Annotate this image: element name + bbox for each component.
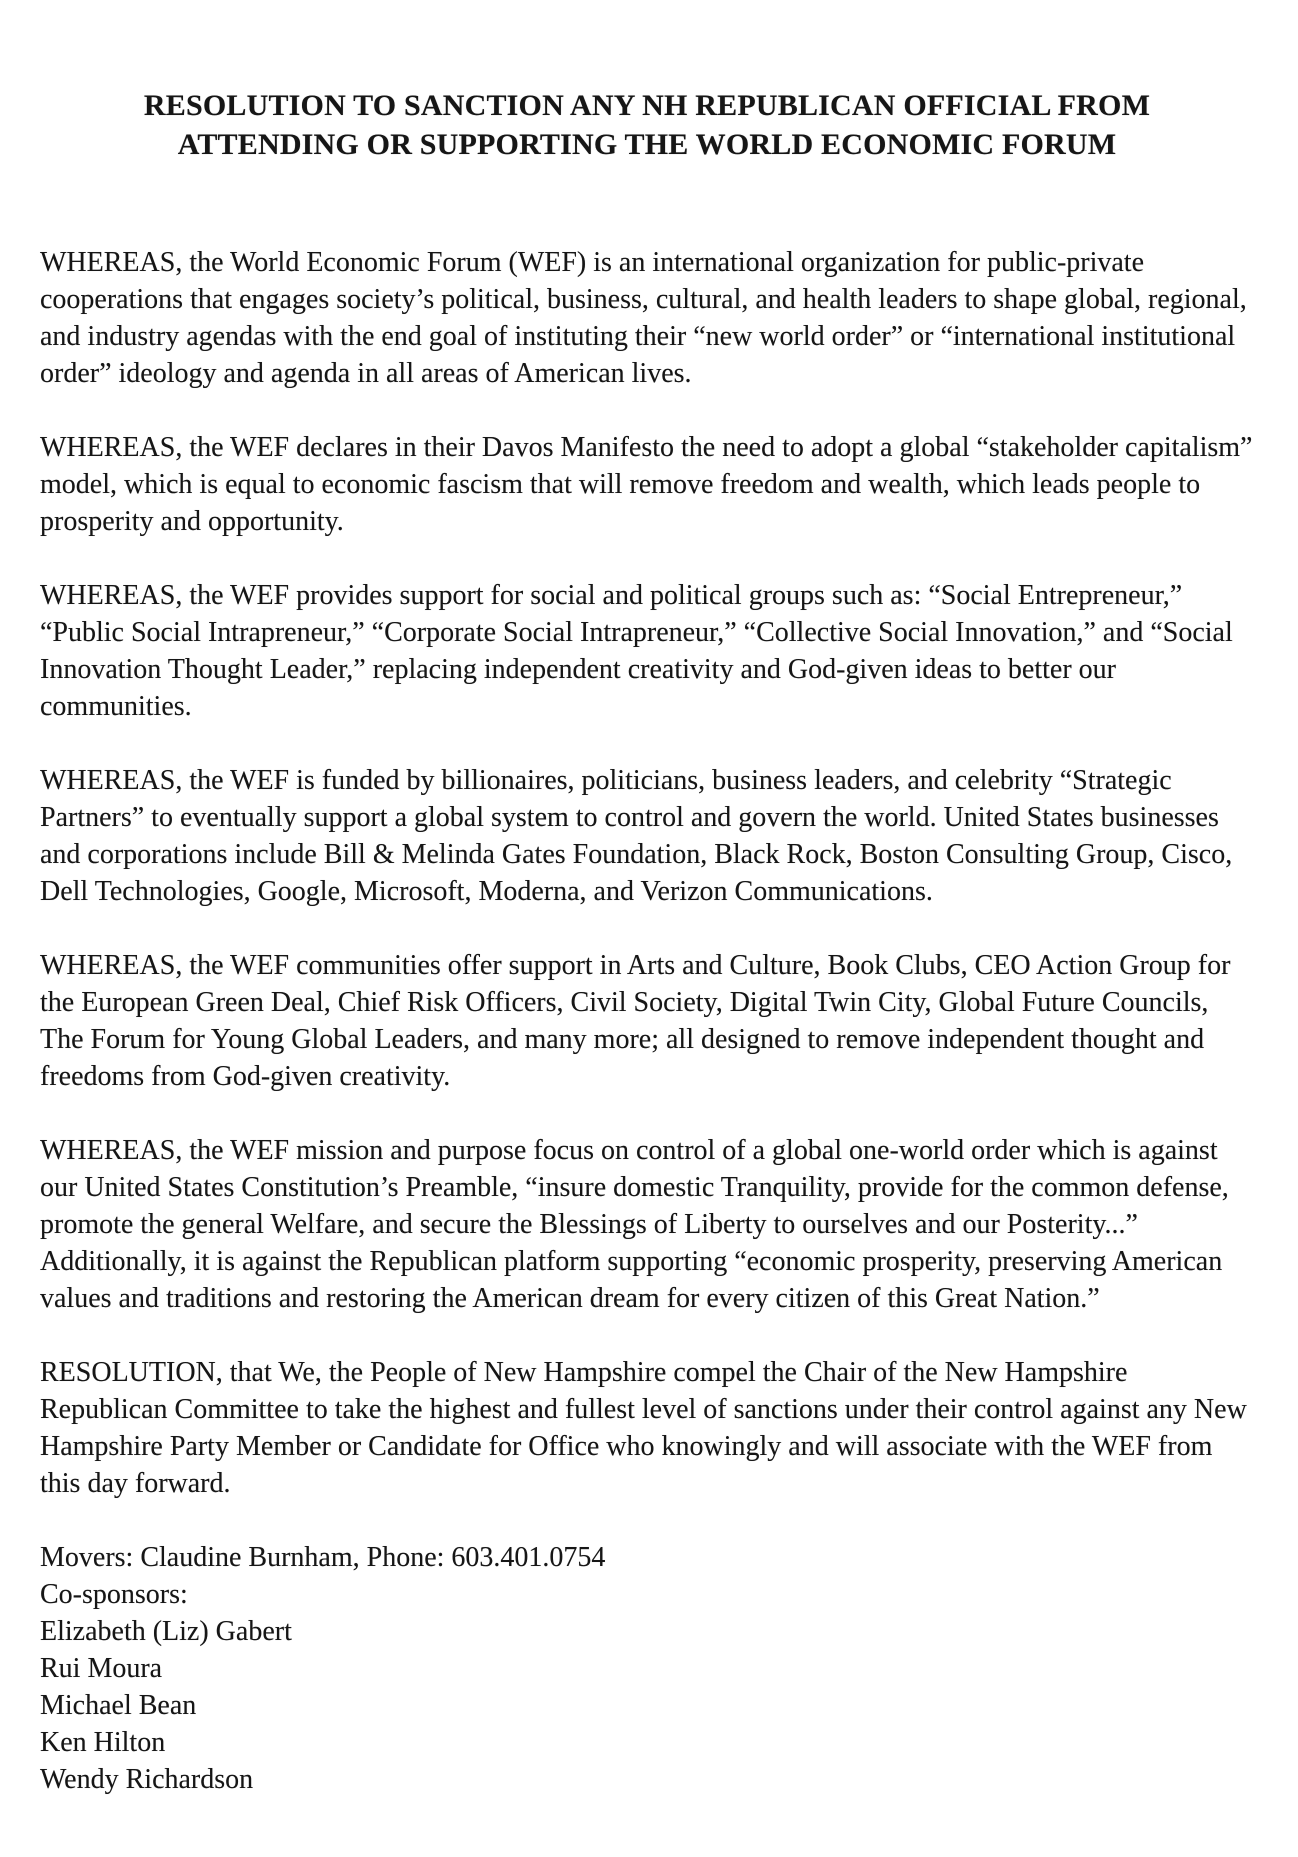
whereas-paragraph-1: WHEREAS, the World Economic Forum (WEF) is an international organization for public-private cooperations that engages society’s political, business, cultural, and health leaders to shape global, regional, and industry agendas with the end goal of instituting their “new world order” or “international institutional order” ideology and agenda in all areas of American lives. (40, 247, 1247, 389)
signature-block (40, 1539, 1254, 1798)
cosponsor-name-3: Michael Bean (40, 1690, 197, 1721)
whereas-paragraph-6: WHEREAS, the WEF mission and purpose focus on control of a global one-world order which is against our United States Constitution’s Preamble, “insure domestic Tranquility, provide for the common defense, promote the general Welfare, and secure the Blessings of Liberty to ourselves and our Posterity...” Additionally, it is against the Republican platform supporting “economic prosperity, preserving American values and traditions and restoring the American dream for every citizen of this Great Nation.” (40, 1135, 1229, 1314)
document-title (40, 86, 1254, 164)
whereas-paragraph-4: WHEREAS, the WEF is funded by billionaires, politicians, business leaders, and celebrity “Strategic Partners” to eventually support a global system to control and govern the world. United States businesses and corporations include Bill & Melinda Gates Foundation, Black Rock, Boston Consulting Group, Cisco, Dell Technologies, Google, Microsoft, Moderna, and Verizon Communications. (40, 765, 1233, 907)
title-line-1: RESOLUTION TO SANCTION ANY NH REPUBLICAN OFFICIAL FROM (143, 89, 1151, 122)
whereas-paragraph-5: WHEREAS, the WEF communities offer support in Arts and Culture, Book Clubs, CEO Action Group for the European Green Deal, Chief Risk Officers, Civil Society, Digital Twin City, Global Future Councils, The Forum for Young Global Leaders, and many more; all designed to remove independent thought and freedoms from God-given creativity. (40, 950, 1231, 1092)
cosponsor-name-4: Ken Hilton (40, 1727, 166, 1758)
whereas-paragraph-3: WHEREAS, the WEF provides support for social and political groups such as: “Social Entrepreneur,” “Public Social Intrapreneur,” “Corporate Social Intrapreneur,” “Collective Social Innovation,” and “Social Innovation Thought Leader,” replacing independent creativity and God-given ideas to better our communities. (40, 580, 1233, 722)
cosponsor-name-1: Elizabeth (Liz) Gabert (40, 1616, 292, 1647)
cosponsors-label: Co-sponsors: (40, 1579, 188, 1610)
whereas-paragraph-2: WHEREAS, the WEF declares in their Davos Manifesto the need to adopt a global “stakeholder capitalism” model, which is equal to economic fascism that will remove freedom and wealth, which leads people to prosperity and opportunity. (40, 432, 1253, 537)
resolution-paragraph: RESOLUTION, that We, the People of New Hampshire compel the Chair of the New Hampshire Republican Committee to take the highest and fullest level of sanctions under their control against any New Hampshire Party Member or Candidate for Office who knowingly and will associate with the WEF from this day forward. (40, 1357, 1247, 1499)
movers-line: Movers: Claudine Burnham, Phone: 603.401.0754 (40, 1542, 606, 1573)
title-line-2: ATTENDING OR SUPPORTING THE WORLD ECONOMIC FORUM (177, 128, 1117, 161)
document-body (40, 244, 1254, 1798)
cosponsor-name-5: Wendy Richardson (40, 1764, 254, 1795)
cosponsor-name-2: Rui Moura (40, 1653, 163, 1684)
